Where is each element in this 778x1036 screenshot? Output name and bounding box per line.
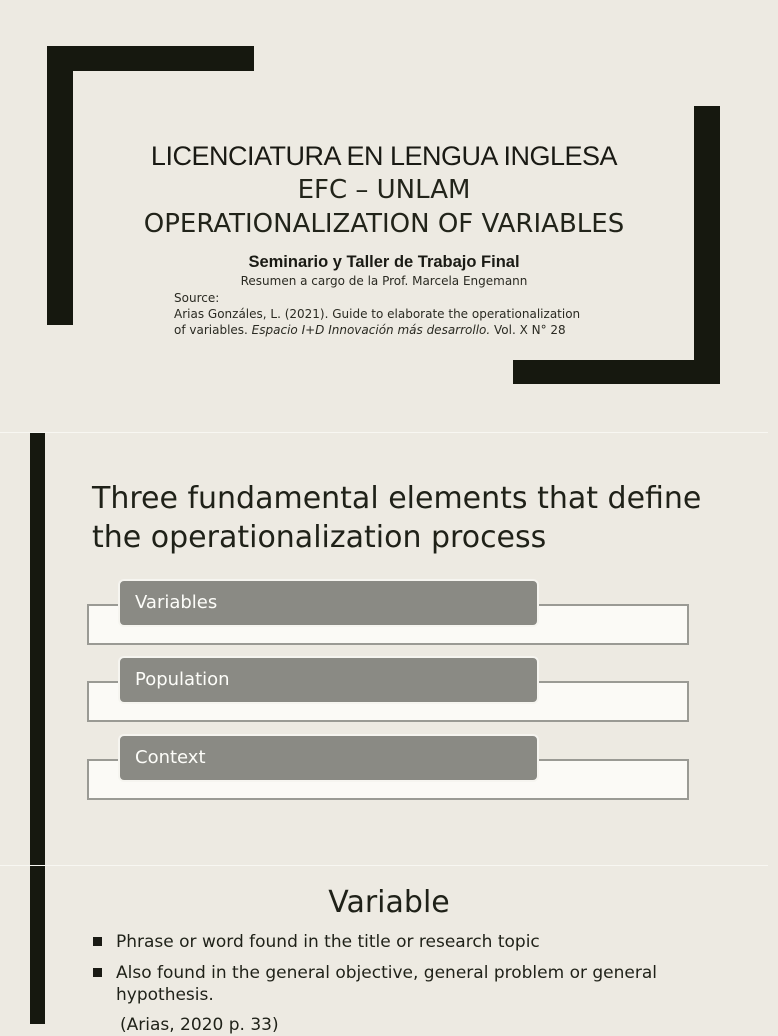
program-title: LICENCIATURA EN LENGUA INGLESA: [150, 141, 618, 171]
frame-top-left-horizontal: [47, 46, 254, 71]
slide-heading: Three fundamental elements that define the operationalization process: [92, 481, 702, 555]
source-journal-title: Espacio I+D Innovación más desarrollo.: [251, 323, 491, 337]
source-label: Source:: [174, 291, 220, 305]
variable-slide: [0, 866, 768, 1035]
topic-title: OPERATIONALIZATION OF VARIABLES: [143, 209, 625, 239]
left-accent-bar: [30, 433, 45, 865]
square-bullet-icon: [93, 934, 107, 948]
bullet-text: Phrase or word found in the title or research topic: [116, 932, 540, 952]
title-slide: [0, 0, 768, 432]
frame-bottom-right-horizontal: [513, 360, 720, 384]
source-line-2-end: Vol. X N° 28: [490, 323, 566, 337]
source-line-1: Arias Gonzáles, L. (2021). Guide to elaborate the operationalization: [174, 307, 581, 321]
bullet-text: Also found in the general objective, general problem or general hypothesis.: [116, 963, 657, 1005]
element-label-population: Population: [118, 656, 539, 704]
citation: (Arias, 2020 p. 33): [120, 1015, 279, 1035]
element-label-context: Context: [118, 734, 539, 782]
square-bullet-icon: [93, 965, 107, 979]
slide-title: Variable: [328, 885, 450, 920]
element-label-variables: Variables: [118, 579, 539, 627]
source-citation: [174, 290, 614, 338]
source-line-2-start: of variables.: [174, 323, 252, 337]
summary-credit: Resumen a cargo de la Prof. Marcela Engemann: [240, 274, 528, 288]
elements-slide: [0, 433, 768, 865]
source-line-2: [174, 322, 614, 338]
seminar-title: Seminario y Taller de Trabajo Final: [248, 253, 520, 271]
institution-title: EFC – UNLAM: [297, 175, 471, 205]
